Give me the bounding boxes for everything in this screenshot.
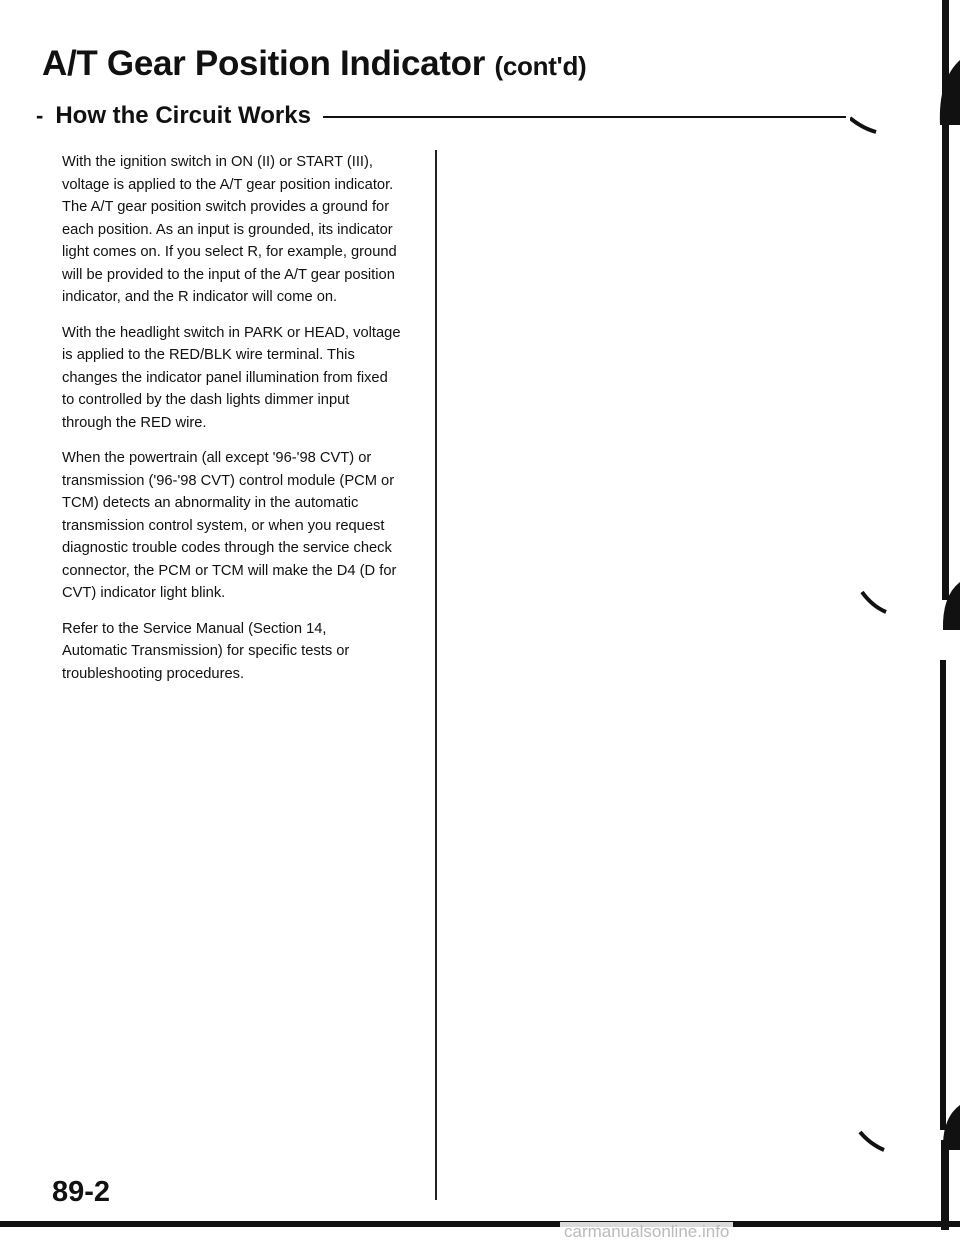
text-line: diagnostic trouble codes through the service check: [62, 540, 392, 556]
title-main: A/T Gear Position Indicator: [42, 44, 486, 83]
edge-hook-2: [862, 592, 886, 612]
text-line: connector, the PCM or TCM will make the D4 (D for: [62, 562, 397, 579]
edge-bar-lower: [940, 660, 946, 1130]
edge-hook-1: [850, 118, 876, 132]
text-line: indicator, and the R indicator will come on.: [62, 289, 338, 305]
text-line: Refer to the Service Manual (Section 14,: [62, 620, 327, 637]
text-line: to controlled by the dash lights dimmer input: [62, 392, 350, 408]
section-header: [36, 99, 846, 133]
text-line: transmission ('96-'98 CVT) control module (PCM or: [62, 472, 395, 489]
section-rule: [323, 116, 846, 118]
text-line: is applied to the RED/BLK wire terminal. This: [62, 347, 355, 363]
edge-hook-3: [860, 1132, 884, 1150]
section-dash: -: [36, 103, 44, 128]
bottom-rule: [0, 1221, 960, 1227]
title-suffix: (cont'd): [494, 51, 587, 81]
text-line: When the powertrain (all except '96-'98 CVT) or: [62, 450, 372, 466]
text-line: troubleshooting procedures.: [62, 665, 245, 682]
paragraph-1: [62, 151, 422, 309]
paragraph-4: [62, 618, 422, 686]
text-line: With the ignition switch in ON (II) or START (III),: [62, 154, 373, 170]
text-line: through the RED wire.: [62, 414, 207, 431]
text-line: TCM) detects an abnormality in the automatic: [62, 495, 359, 511]
text-line: With the headlight switch in PARK or HEAD, voltage: [62, 324, 401, 341]
section-title: How the Circuit Works: [55, 102, 311, 129]
page-title: [42, 44, 586, 84]
text-line: will be provided to the input of the A/T gear position: [62, 266, 395, 283]
text-line: voltage is applied to the A/T gear position indicator.: [62, 176, 394, 193]
watermark: carmanualsonline.info: [560, 1222, 733, 1242]
text-line: changes the indicator panel illumination from fixed: [62, 369, 388, 386]
binding-edge-marks: [850, 0, 960, 1242]
text-line: The A/T gear position switch provides a ground for: [62, 199, 390, 215]
body-text: [62, 151, 422, 698]
text-line: Automatic Transmission) for specific tests or: [62, 643, 350, 659]
text-line: light comes on. If you select R, for example, ground: [62, 244, 397, 260]
page-number: 89-2: [52, 1176, 111, 1208]
edge-bar-bottom: [941, 1140, 949, 1230]
text-line: each position. As an input is grounded, its indicator: [62, 221, 393, 238]
text-line: transmission control system, or when you request: [62, 517, 385, 534]
text-line: CVT) indicator light blink.: [62, 585, 226, 601]
column-divider: [435, 150, 437, 1200]
paragraph-2: [62, 322, 422, 435]
paragraph-3: [62, 447, 422, 605]
